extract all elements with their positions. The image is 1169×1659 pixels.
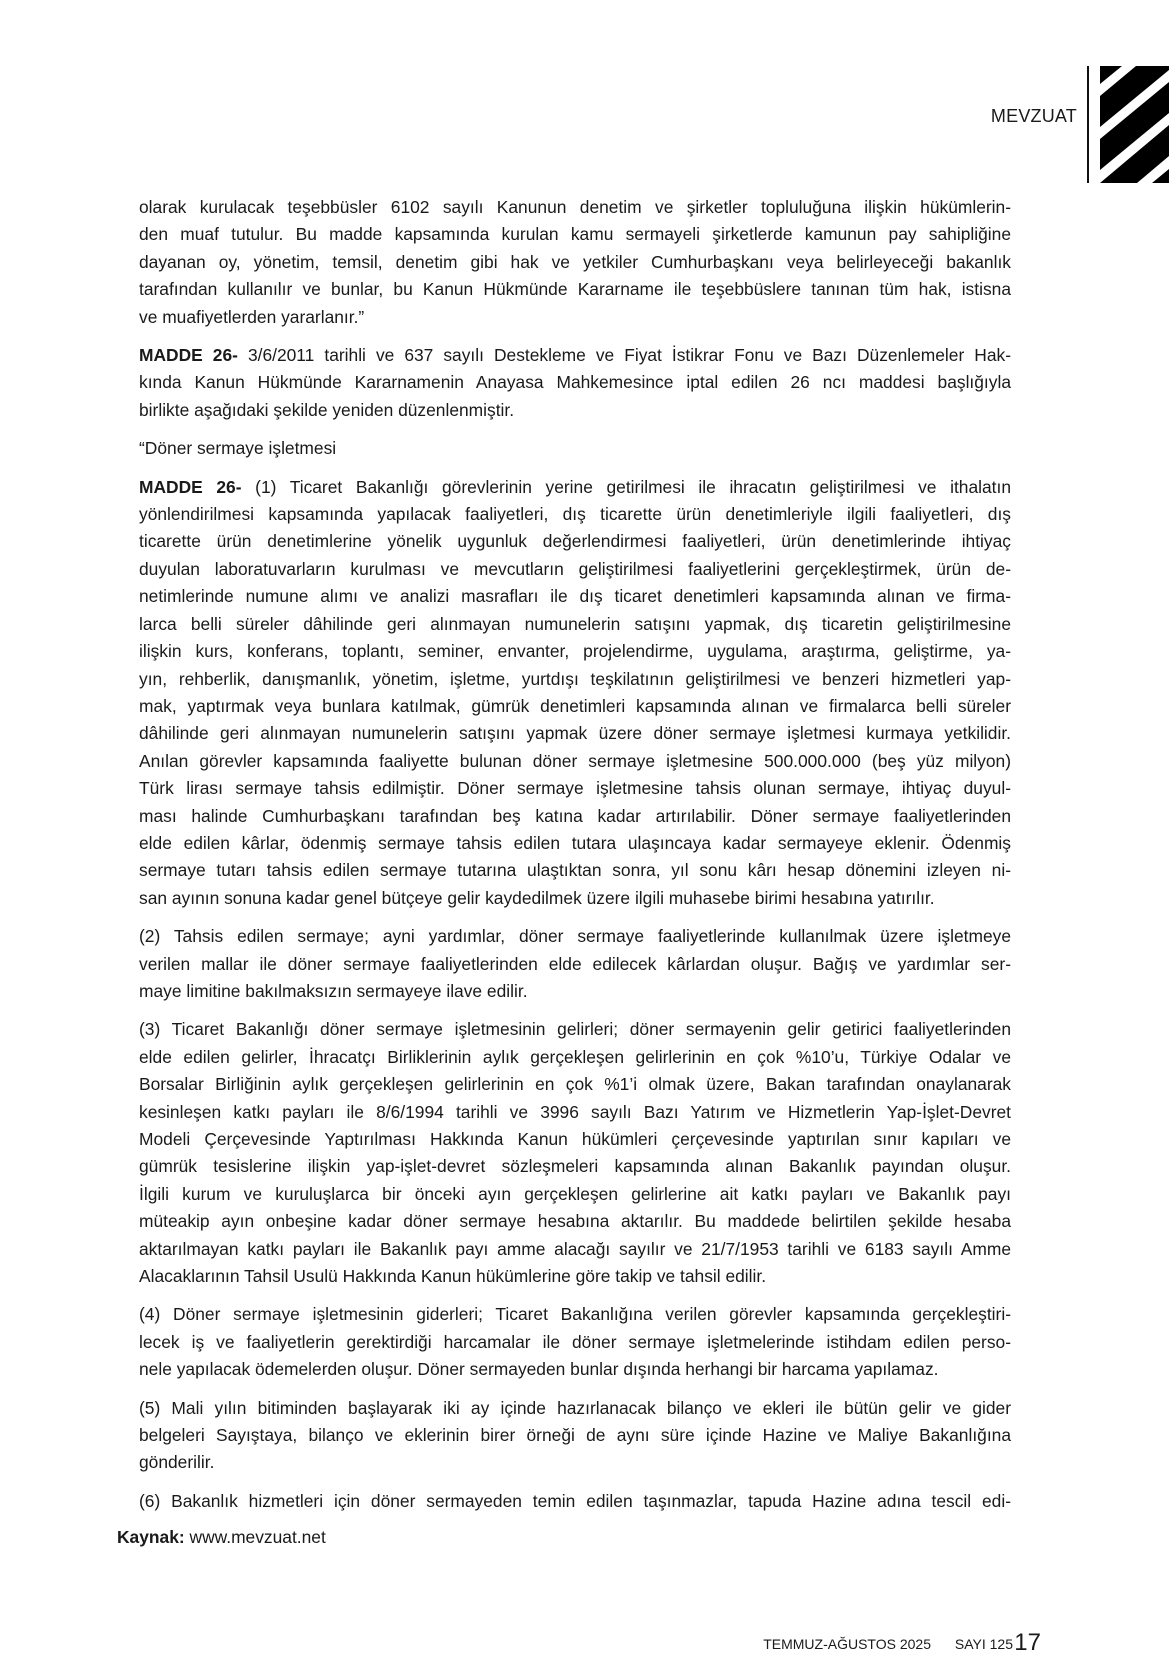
footer-issue — [743, 1636, 1013, 1652]
paragraph — [139, 194, 1011, 331]
text-line — [139, 611, 1011, 638]
line-text: 3/6/2011 tarihli ve 637 sayılı Destekleme ve Fiyat İstikrar Fonu ve Bazı Düzenlemeler Hak- — [237, 345, 1011, 366]
article-body — [139, 194, 1011, 1526]
text-line — [139, 304, 1011, 331]
line-text: (5) Mali yılın bitiminden başlayarak iki ay içinde hazırlanacak bilanço ve ekleri ile bütün gelir ve gider — [139, 1397, 1011, 1418]
text-line — [139, 1126, 1011, 1153]
line-text: ve muafiyetlerden yararlanır.” — [139, 306, 365, 327]
line-text: ilişkin kurs, konferans, toplantı, seminer, envanter, projelendirme, uygulama, araştırma, geliştirme, ya- — [139, 641, 1011, 662]
text-line — [139, 1044, 1011, 1071]
text-line — [139, 1236, 1011, 1263]
text-line — [139, 1449, 1011, 1476]
text-line — [139, 748, 1011, 775]
line-text: belgeleri Sayıştaya, bilanço ve eklerinin birer örneği de aynı süre içinde Hazine ve Maliye Bakanlığına — [139, 1425, 1011, 1446]
text-line — [139, 1153, 1011, 1180]
text-line — [139, 951, 1011, 978]
issue-number: SAYI 125 — [954, 1636, 1013, 1652]
text-line — [139, 1263, 1011, 1290]
text-line — [139, 1488, 1011, 1515]
line-text: gümrük tesislerine ilişkin yap-işlet-devret sözleşmeleri kapsamında alınan Bakanlık payından oluşur. — [139, 1156, 1011, 1177]
line-text: birlikte aşağıdaki şekilde yeniden düzenlenmiştir. — [139, 399, 515, 420]
line-text: (1) Ticaret Bakanlığı görevlerinin yerine getirilmesi ile ihracatın geliştirilmesi ve ithalatın — [241, 476, 1011, 497]
text-line — [139, 276, 1011, 303]
paragraph — [139, 923, 1011, 1005]
text-line — [139, 885, 1011, 912]
line-text: (4) Döner sermaye işletmesinin giderleri; Ticaret Bakanlığına verilen görevler kapsamında gerçekleştiri- — [139, 1304, 1011, 1325]
line-text: Borsalar Birliğinin aylık gerçekleşen gelirlerinin en çok %1’i olmak üzere, Bakan tarafından onaylanarak — [139, 1074, 1011, 1095]
line-text: den muaf tutulur. Bu madde kapsamında kurulan kamu sermayeli şirketlerde kamunun pay sahipliğine — [139, 224, 1011, 245]
text-line — [139, 556, 1011, 583]
line-text: Anılan görevler kapsamında faaliyette bulunan döner sermaye işletmesine 500.000.000 (beş yüz milyon) — [139, 750, 1011, 771]
line-text: netimlerinde numune alımı ve analizi masrafları ile dış ticaret denetimleri kapsamında alınan ve firma- — [139, 586, 1011, 607]
line-text: larca belli süreler dâhilinde geri alınmayan numunelerin satışını yapmak, dış ticaretin geliştirilmesine — [139, 613, 1011, 634]
line-text: dayanan oy, yönetim, temsil, denetim gibi hak ve yetkiler Cumhurbaşkanı veya belirleyeceği bakanlık — [139, 251, 1011, 272]
line-text: (6) Bakanlık hizmetleri için döner sermayeden temin edilen taşınmazlar, tapuda Hazine adına tescil edi- — [139, 1490, 1011, 1511]
line-text: ticarette ürün denetimlerine yönelik uygunluk değerlendirmesi faaliyetleri, ürün denetimlerinde ihtiyaç — [139, 531, 1011, 552]
line-text: ması halinde Cumhurbaşkanı tarafından beş katına kadar artırılabilir. Döner sermaye faaliyetlerinden — [139, 805, 1011, 826]
line-text: san ayının sonuna kadar genel bütçeye gelir kaydedilmek üzere ilgili muhasebe birimi hesabına yatırılır. — [139, 887, 935, 908]
text-line — [139, 1301, 1011, 1328]
text-line — [139, 720, 1011, 747]
text-line — [139, 857, 1011, 884]
line-text: sermaye tutarı tahsis edilen sermaye tutarına ulaştıktan sonra, yıl sonu kârı hesap dönemini izleyen ni- — [139, 860, 1011, 881]
text-line — [139, 1016, 1011, 1043]
text-line — [139, 369, 1011, 396]
page-number: 17 — [1014, 1629, 1041, 1656]
text-line — [139, 397, 1011, 424]
text-line — [139, 803, 1011, 830]
line-text: nele yapılacak ödemelerden oluşur. Döner sermayeden bunlar dışında herhangi bir harcama yapılamaz. — [139, 1359, 939, 1380]
line-text: İlgili kurum ve kuruluşlarca bir önceki ayın gerçekleşen gelirlerine ait katkı payları ve Bakanlık payı — [139, 1183, 1011, 1204]
paragraph — [139, 1301, 1011, 1383]
line-text: olarak kurulacak teşebbüsler 6102 sayılı Kanunun denetim ve şirketler topluluğuna ilişkin hükümlerin- — [139, 197, 1011, 217]
paragraph — [139, 435, 1011, 462]
text-line — [139, 435, 1011, 462]
text-line — [139, 1329, 1011, 1356]
text-line — [139, 194, 1011, 221]
text-line — [139, 1071, 1011, 1098]
line-text: (3) Ticaret Bakanlığı döner sermaye işletmesinin gelirleri; döner sermayenin gelir getirici faaliyetlerinden — [139, 1019, 1011, 1040]
article-number: MADDE 26- — [139, 476, 242, 497]
text-line — [139, 923, 1011, 950]
line-text: kında Kanun Hükmünde Kararnamenin Anayasa Mahkemesince iptal edilen 26 ncı maddesi başlığıyla — [139, 372, 1011, 393]
source-url[interactable]: www.mevzuat.net — [189, 1527, 326, 1547]
line-text: elde edilen kârlar, ödenmiş sermaye tahsis edilen tutara ulaşıncaya kadar sermayeye eklenir. Ödenmiş — [139, 832, 1011, 853]
text-line — [139, 528, 1011, 555]
header-divider — [1087, 66, 1089, 183]
text-line — [139, 249, 1011, 276]
line-text: gönderilir. — [139, 1452, 215, 1473]
line-text: Modeli Çerçevesinde Yaptırılması Hakkında Kanun hükümleri çerçevesinde yaptırılan sınır kapıları ve — [139, 1129, 1011, 1149]
line-text: tarafından kullanılır ve bunlar, bu Kanun Hükmünde Kararname ile teşebbüslere tanınan tüm hak, istisna — [139, 279, 1011, 300]
text-line — [139, 474, 1011, 501]
source-label: Kaynak: — [117, 1527, 185, 1547]
line-text: mak, yaptırmak veya bunlara katılmak, gümrük denetimleri kapsamında alınan ve firmalarca belli süreler — [139, 695, 1011, 716]
source-line — [117, 1527, 326, 1548]
text-line — [139, 1422, 1011, 1449]
paragraph — [139, 474, 1011, 913]
paragraph — [139, 1395, 1011, 1477]
line-text: dâhilinde geri alınmayan numunelerin satışını yapmak üzere döner sermaye işletmesi kurmaya yetkilidir. — [139, 723, 1011, 744]
text-line — [139, 666, 1011, 693]
line-text: yönlendirilmesi kapsamında yapılacak faaliyetleri, dış ticarette ürün denetimleriyle ilgili faaliyetleri, dış — [139, 504, 1011, 525]
line-text: verilen mallar ile döner sermaye faaliyetlerinden elde edilecek kârlardan oluşur. Bağış ve yardımlar ser- — [139, 953, 1011, 974]
line-text: duyulan laboratuvarların kurulması ve mevcutların geliştirilmesi faaliyetlerini gerçekleştirmek, ürün de- — [139, 558, 1011, 579]
line-text: (2) Tahsis edilen sermaye; ayni yardımlar, döner sermaye faaliyetlerinde kullanılmak üzere işletmeye — [139, 926, 1011, 947]
line-text: Türk lirası sermaye tahsis edilmiştir. Döner sermaye işletmesine tahsis olunan sermaye, ihtiyaç duyul- — [139, 778, 1011, 799]
line-text: aktarılmayan katkı payları ile Bakanlık payı amme alacağı sayılır ve 21/7/1953 tarihli ve 6183 sayılı Amme — [139, 1238, 1011, 1259]
article-number: MADDE 26- — [139, 345, 238, 366]
paragraph — [139, 342, 1011, 424]
line-text: elde edilen gelirler, İhracatçı Birliklerinin aylık gerçekleşen gelirlerinin en çok %10’u, Türkiye Odalar ve — [139, 1046, 1011, 1067]
text-line — [139, 221, 1011, 248]
line-text: maye limitine bakılmaksızın sermayeye ilave edilir. — [139, 980, 528, 1001]
line-text: kesinleşen katkı payları ile 8/6/1994 tarihli ve 3996 sayılı Bazı Yatırım ve Hizmetlerin Yap-İşlet-Devret — [139, 1101, 1011, 1122]
text-line — [139, 1395, 1011, 1422]
paragraph — [139, 1016, 1011, 1290]
text-line — [139, 342, 1011, 369]
text-line — [139, 1356, 1011, 1383]
line-text: müteakip ayın onbeşine kadar döner sermaye hesabına aktarılır. Bu maddede belirtilen şekilde hesaba — [139, 1211, 1011, 1232]
text-line — [139, 775, 1011, 802]
text-line — [139, 978, 1011, 1005]
text-line — [139, 830, 1011, 857]
text-line — [139, 583, 1011, 610]
section-label: MEVZUAT — [990, 106, 1077, 126]
line-text: Alacaklarının Tahsil Usulü Hakkında Kanun hükümlerine göre takip ve tahsil edilir. — [139, 1266, 767, 1287]
text-line — [139, 638, 1011, 665]
issue-date: TEMMUZ-AĞUSTOS 2025 — [763, 1636, 931, 1652]
diagonal-stripes-logo-icon — [1100, 66, 1169, 183]
text-line — [139, 1208, 1011, 1235]
text-line — [139, 1099, 1011, 1126]
line-text: yın, rehberlik, danışmanlık, yönetim, işletme, yurtdışı teşkilatının geliştirilmesi ve benzeri hizmetleri yap- — [139, 668, 1011, 689]
paragraph — [139, 1488, 1011, 1515]
text-line — [139, 1181, 1011, 1208]
line-text: “Döner sermaye işletmesi — [139, 438, 337, 459]
text-line — [139, 693, 1011, 720]
line-text: lecek iş ve faaliyetlerin gerektirdiği harcamalar ile döner sermaye işletmelerinde istihdam edilen perso- — [139, 1331, 1011, 1352]
text-line — [139, 501, 1011, 528]
